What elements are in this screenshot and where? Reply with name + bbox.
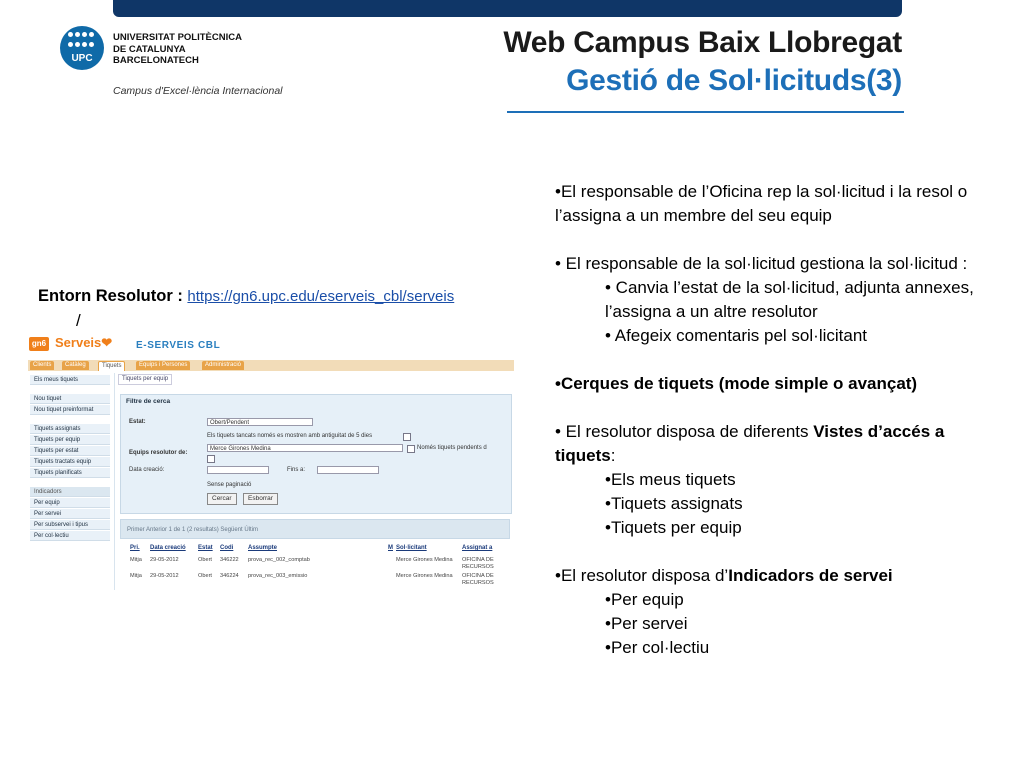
- table-cell: Obert: [198, 573, 212, 579]
- sub-bullet: •Per equip: [605, 590, 684, 609]
- note-checkbox[interactable]: [403, 433, 411, 441]
- entorn-label: Entorn Resolutor : https://gn6.upc.edu/eserveis_cbl/serveis: [38, 287, 455, 305]
- equips-checkbox[interactable]: [207, 455, 215, 463]
- sidebar-item[interactable]: Per equip: [30, 498, 110, 508]
- campus-slogan: Campus d'Excel·lència Internacional: [113, 85, 283, 97]
- table-cell: Merce Girones Medina: [396, 557, 453, 563]
- sidebar-item: Indicadors: [30, 487, 110, 497]
- tab-administracio[interactable]: Administració: [202, 361, 244, 370]
- sub-bullet: •Per col·lectiu: [605, 638, 710, 657]
- app-tabs: [28, 360, 514, 371]
- logo-text: UPC: [71, 53, 93, 64]
- sidebar-item[interactable]: Per subservei i tipus: [30, 520, 110, 530]
- sidebar-item[interactable]: Tiquets per equip: [30, 435, 110, 445]
- fins-input[interactable]: [317, 466, 379, 474]
- heart-icon: ❤: [101, 335, 113, 350]
- sidebar-item[interactable]: Tiquets per estat: [30, 446, 110, 456]
- table-cell: Mitja: [130, 573, 142, 579]
- sub-bullet: •Tiquets assignats: [605, 494, 743, 513]
- title-divider: [507, 111, 904, 113]
- estat-select[interactable]: Obert/Pendent: [207, 418, 313, 426]
- column-header[interactable]: Assignat a: [462, 545, 493, 551]
- column-header[interactable]: M: [388, 545, 393, 551]
- sidebar-item[interactable]: Per servei: [30, 509, 110, 519]
- estat-label: Estat:: [129, 419, 146, 425]
- bullet-gap: [555, 396, 995, 420]
- pager[interactable]: Primer Anterior 1 de 1 (2 resultats) Següent Últim: [120, 519, 510, 539]
- filter-title: Filtre de cerca: [126, 398, 171, 405]
- gn6-logo: gn6: [29, 337, 49, 351]
- table-cell[interactable]: prova_rec_002_comptab: [248, 557, 310, 563]
- table-cell: Merce Girones Medina: [396, 573, 453, 579]
- tab-equips[interactable]: Equips i Persones: [136, 361, 190, 370]
- data-input[interactable]: [207, 466, 269, 474]
- cercar-button[interactable]: Cercar: [207, 493, 237, 505]
- view-tab[interactable]: Tiquets per equip: [118, 374, 172, 385]
- serveis-logo: Serveis❤: [55, 335, 113, 350]
- data-label: Data creació:: [129, 467, 165, 473]
- upc-logo: [60, 26, 104, 70]
- table-cell: 346222: [220, 557, 239, 563]
- nomes-checkbox[interactable]: [407, 445, 415, 453]
- tab-clients[interactable]: Clients: [30, 361, 54, 370]
- top-banner: [113, 0, 902, 17]
- sense-label: Sense paginació: [207, 482, 252, 488]
- table-cell: 29-05-2012: [150, 573, 179, 579]
- sidebar-item[interactable]: Tiquets planificats: [30, 468, 110, 478]
- bullet: •Cerques de tiquets (mode simple o avançat): [555, 374, 918, 393]
- bullet-gap: [555, 228, 995, 252]
- table-cell: 346224: [220, 573, 239, 579]
- equips-select[interactable]: Merce Girones Medina: [207, 444, 403, 452]
- sidebar-item[interactable]: Tiquets assignats: [30, 424, 110, 434]
- sub-bullet: • Canvia l’estat de la sol·licitud, adjunta annexes, l’assigna a un altre resolutor: [605, 278, 974, 321]
- table-cell: Obert: [198, 557, 212, 563]
- column-header[interactable]: Pri.: [130, 545, 140, 551]
- bullet-gap: [555, 348, 995, 372]
- sub-bullet: •Tiquets per equip: [605, 518, 742, 537]
- page-title: Web Campus Baix Llobregat: [503, 26, 902, 59]
- table-cell: 29-05-2012: [150, 557, 179, 563]
- entorn-slash: /: [76, 311, 81, 330]
- app-header: [28, 333, 514, 357]
- column-header[interactable]: Assumpte: [248, 545, 278, 551]
- bullet: •El resolutor disposa d’Indicadors de servei: [555, 566, 893, 585]
- table-cell: OFICINA DE RECURSOS: [462, 573, 494, 586]
- column-header[interactable]: Data creació: [150, 545, 186, 551]
- sub-bullet: •Els meus tiquets: [605, 470, 736, 489]
- tab-cataleg[interactable]: Catàleg: [62, 361, 89, 370]
- embedded-screenshot: [28, 333, 514, 590]
- sidebar-item[interactable]: Els meus tiquets: [30, 375, 110, 385]
- esborrar-button[interactable]: Esborrar: [243, 493, 278, 505]
- entorn-link[interactable]: https://gn6.upc.edu/eserveis_cbl/serveis: [187, 288, 455, 305]
- page-subtitle: Gestió de Sol·licituds(3): [566, 64, 902, 97]
- tab-tiquets[interactable]: Tiquets: [98, 361, 125, 371]
- nomes-label: Només tiquets pendents d: [417, 445, 487, 451]
- table-cell[interactable]: prova_rec_003_emissio: [248, 573, 308, 579]
- bullet: • El resolutor disposa de diferents Vistes d’accés a tiquets:: [555, 422, 945, 465]
- sub-bullet: • Afegeix comentaris pel sol·licitant: [605, 326, 868, 345]
- sidebar-item[interactable]: Nou tiquet preinformat: [30, 405, 110, 415]
- bullet: •El responsable de l’Oficina rep la sol·licitud i la resol o l’assigna a un membre del seu equip: [555, 182, 968, 225]
- university-name: UNIVERSITAT POLITÈCNICA DE CATALUNYA BARCELONATECH: [113, 32, 242, 66]
- bullet-list: [555, 180, 995, 660]
- sidebar-item[interactable]: Tiquets tractats equip: [30, 457, 110, 467]
- app-sidebar: [28, 373, 115, 590]
- eserveis-title: E-SERVEIS CBL: [136, 340, 221, 351]
- column-header[interactable]: Codi: [220, 545, 234, 551]
- fins-label: Fins a:: [287, 467, 306, 473]
- table-cell: OFICINA DE RECURSOS: [462, 557, 494, 570]
- equips-label: Equips resolutor de:: [129, 450, 188, 456]
- column-header[interactable]: Sol·licitant: [396, 545, 427, 551]
- filter-panel: [120, 394, 512, 514]
- bullet-gap: [555, 540, 995, 564]
- column-header[interactable]: Estat: [198, 545, 213, 551]
- sidebar-item[interactable]: Nou tiquet: [30, 394, 110, 404]
- filter-note: Els tiquets tancats només es mostren amb antiguitat de 5 dies: [207, 433, 373, 439]
- bullet: • El responsable de la sol·licitud gestiona la sol·licitud :: [555, 254, 968, 273]
- sub-bullet: •Per servei: [605, 614, 688, 633]
- sidebar-item[interactable]: Per col·lectiu: [30, 531, 110, 541]
- table-cell: Mitja: [130, 557, 142, 563]
